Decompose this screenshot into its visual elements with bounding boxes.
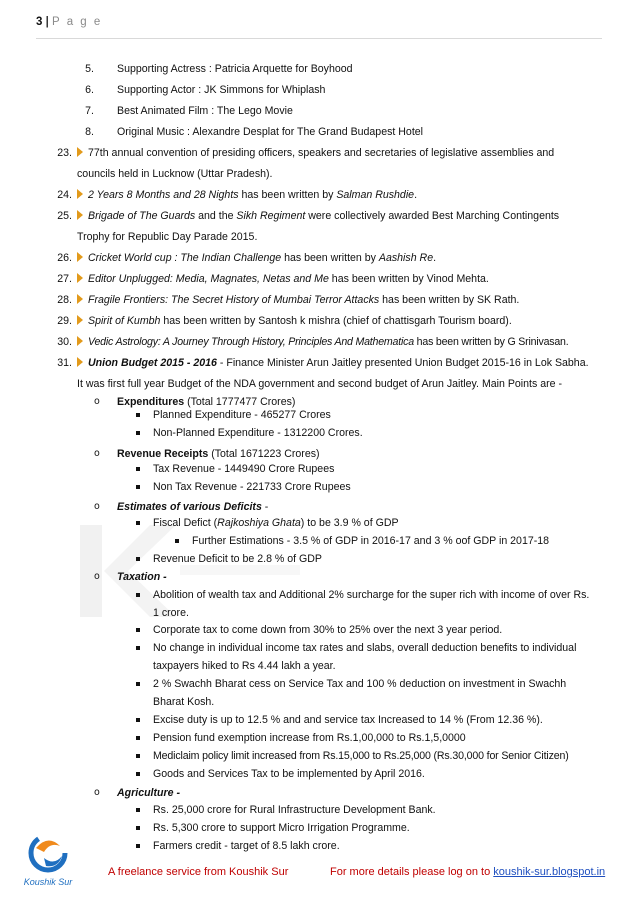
news-item: Cricket World cup : The Indian Challenge has been written by Aashish Re. <box>77 251 436 265</box>
budget-subpoint: Further Estimations - 3.5 % of GDP in 2016-17 and 3 % oof GDP in 2017-18 <box>192 535 550 547</box>
budget-point: Farmers credit - target of 8.5 lakh crore. <box>153 840 340 852</box>
news-item: Union Budget 2015 - 2016 - Finance Minister Arun Jaitley presented Union Budget 2015-16 in Lok Sabha. <box>77 356 589 370</box>
news-item: Vedic Astrology: A Journey Through History, Principles And Mathematica has been written by G Srinivasan. <box>77 335 568 349</box>
arrow-bullet-icon <box>77 189 83 199</box>
list-number: 29. <box>57 315 72 327</box>
arrow-bullet-icon <box>77 147 83 157</box>
footer-service-text: A freelance service from Koushik Sur <box>108 866 289 878</box>
header-separator: | <box>45 16 49 28</box>
list-number: 31. <box>57 357 72 369</box>
page-header <box>36 16 102 28</box>
footer-link[interactable]: koushik-sur.blogspot.in <box>493 866 606 878</box>
list-number: 25. <box>57 210 72 222</box>
square-bullet-icon <box>136 646 140 650</box>
budget-heading: Taxation - <box>117 571 167 583</box>
square-bullet-icon <box>136 521 140 525</box>
budget-point: Pension fund exemption increase from Rs.1,00,000 to Rs.1,5,0000 <box>153 732 466 744</box>
square-bullet-icon <box>136 754 140 758</box>
budget-point: Revenue Deficit to be 2.8 % of GDP <box>153 553 322 565</box>
arrow-bullet-icon <box>77 273 83 283</box>
budget-heading: Revenue Receipts (Total 1671223 Crores) <box>117 448 320 460</box>
budget-point: 2 % Swachh Bharat cess on Service Tax and 100 % deduction on investment in Swachh <box>153 678 567 690</box>
list-number: 5. <box>85 63 94 75</box>
square-bullet-icon <box>136 557 140 561</box>
arrow-bullet-icon <box>77 336 83 346</box>
news-item: Fragile Frontiers: The Secret History of Mumbai Terror Attacks has been written by SK Rath. <box>77 293 519 307</box>
square-bullet-icon <box>136 593 140 597</box>
koushik-sur-logo <box>14 832 82 888</box>
svg-text:Koushik Sur: Koushik Sur <box>23 877 73 887</box>
list-number: 7. <box>85 105 94 117</box>
budget-point: Rs. 25,000 crore for Rural Infrastructure Development Bank. <box>153 804 436 816</box>
square-bullet-icon <box>136 736 140 740</box>
budget-heading: Estimates of various Deficits - <box>117 501 269 513</box>
arrow-bullet-icon <box>77 315 83 325</box>
square-bullet-icon <box>136 431 140 435</box>
award-item: Supporting Actor : JK Simmons for Whiplash <box>117 84 326 96</box>
arrow-bullet-icon <box>77 357 83 367</box>
budget-point: Planned Expenditure - 465277 Crores <box>153 409 331 421</box>
list-number: 8. <box>85 126 94 138</box>
budget-point: Abolition of wealth tax and Additional 2% surcharge for the super rich with income of over Rs. <box>153 589 590 601</box>
news-item-continuation: councils held in Lucknow (Uttar Pradesh). <box>77 168 273 180</box>
budget-point: Goods and Services Tax to be implemented by April 2016. <box>153 768 425 780</box>
news-item: Brigade of The Guards and the Sikh Regiment were collectively awarded Best Marching Contingents <box>77 209 559 223</box>
square-bullet-icon <box>136 808 140 812</box>
list-number: 23. <box>57 147 72 159</box>
square-bullet-icon <box>136 628 140 632</box>
budget-point: Fiscal Defict (Rajkoshiya Ghata) to be 3.9 % of GDP <box>153 517 399 529</box>
budget-point: Tax Revenue - 1449490 Crore Rupees <box>153 463 335 475</box>
list-number: 28. <box>57 294 72 306</box>
page-number: 3 <box>36 16 43 28</box>
square-bullet-icon <box>175 539 179 543</box>
list-number: 6. <box>85 84 94 96</box>
circle-bullet-icon: o <box>94 396 100 407</box>
square-bullet-icon <box>136 826 140 830</box>
award-item: Original Music : Alexandre Desplat for The Grand Budapest Hotel <box>117 126 424 138</box>
budget-point: Non Tax Revenue - 221733 Crore Rupees <box>153 481 351 493</box>
list-number: 24. <box>57 189 72 201</box>
list-number: 27. <box>57 273 72 285</box>
budget-point-continuation: Bharat Kosh. <box>153 696 215 708</box>
circle-bullet-icon: o <box>94 448 100 459</box>
budget-point: Rs. 5,300 crore to support Micro Irrigation Programme. <box>153 822 410 834</box>
news-item: 77th annual convention of presiding officers, speakers and secretaries of legislative assemblies and <box>77 146 554 160</box>
page-label: P a g e <box>52 16 103 28</box>
square-bullet-icon <box>136 844 140 848</box>
square-bullet-icon <box>136 772 140 776</box>
square-bullet-icon <box>136 485 140 489</box>
circle-bullet-icon: o <box>94 571 100 582</box>
news-item-continuation: It was first full year Budget of the NDA government and second budget of Arun Jaitley. Main Points are - <box>77 378 563 390</box>
budget-point-continuation: 1 crore. <box>153 607 189 619</box>
footer-details-text: For more details please log on to koushik-sur.blogspot.in <box>330 866 606 878</box>
list-number: 26. <box>57 252 72 264</box>
budget-heading: Agriculture - <box>117 787 180 799</box>
arrow-bullet-icon <box>77 252 83 262</box>
news-item: 2 Years 8 Months and 28 Nights has been written by Salman Rushdie. <box>77 188 417 202</box>
list-number: 30. <box>57 336 72 348</box>
arrow-bullet-icon <box>77 294 83 304</box>
circle-bullet-icon: o <box>94 501 100 512</box>
square-bullet-icon <box>136 718 140 722</box>
square-bullet-icon <box>136 467 140 471</box>
header-rule <box>36 38 602 39</box>
circle-bullet-icon: o <box>94 787 100 798</box>
square-bullet-icon <box>136 682 140 686</box>
budget-point: Excise duty is up to 12.5 % and and service tax Increased to 14 % (From 12.36 %). <box>153 714 543 726</box>
budget-point-continuation: taxpayers hiked to Rs 4.44 lakh a year. <box>153 660 336 672</box>
news-item-continuation: Trophy for Republic Day Parade 2015. <box>77 231 258 243</box>
budget-point: Non-Planned Expenditure - 1312200 Crores. <box>153 427 363 439</box>
news-item: Editor Unplugged: Media, Magnates, Netas and Me has been written by Vinod Mehta. <box>77 272 489 286</box>
budget-point: Corporate tax to come down from 30% to 25% over the next 3 year period. <box>153 624 503 636</box>
budget-point: No change in individual income tax rates and slabs, overall deduction benefits to individual <box>153 642 577 654</box>
square-bullet-icon <box>136 413 140 417</box>
budget-point: Mediclaim policy limit increased from Rs.15,000 to Rs.25,000 (Rs.30,000 for Senior Citizen) <box>153 750 569 762</box>
arrow-bullet-icon <box>77 210 83 220</box>
budget-heading: Expenditures (Total 1777477 Crores) <box>117 396 296 408</box>
award-item: Best Animated Film : The Lego Movie <box>117 105 293 117</box>
news-item: Spirit of Kumbh has been written by Santosh k mishra (chief of chattisgarh Tourism board). <box>77 314 512 328</box>
award-item: Supporting Actress : Patricia Arquette for Boyhood <box>117 63 353 75</box>
